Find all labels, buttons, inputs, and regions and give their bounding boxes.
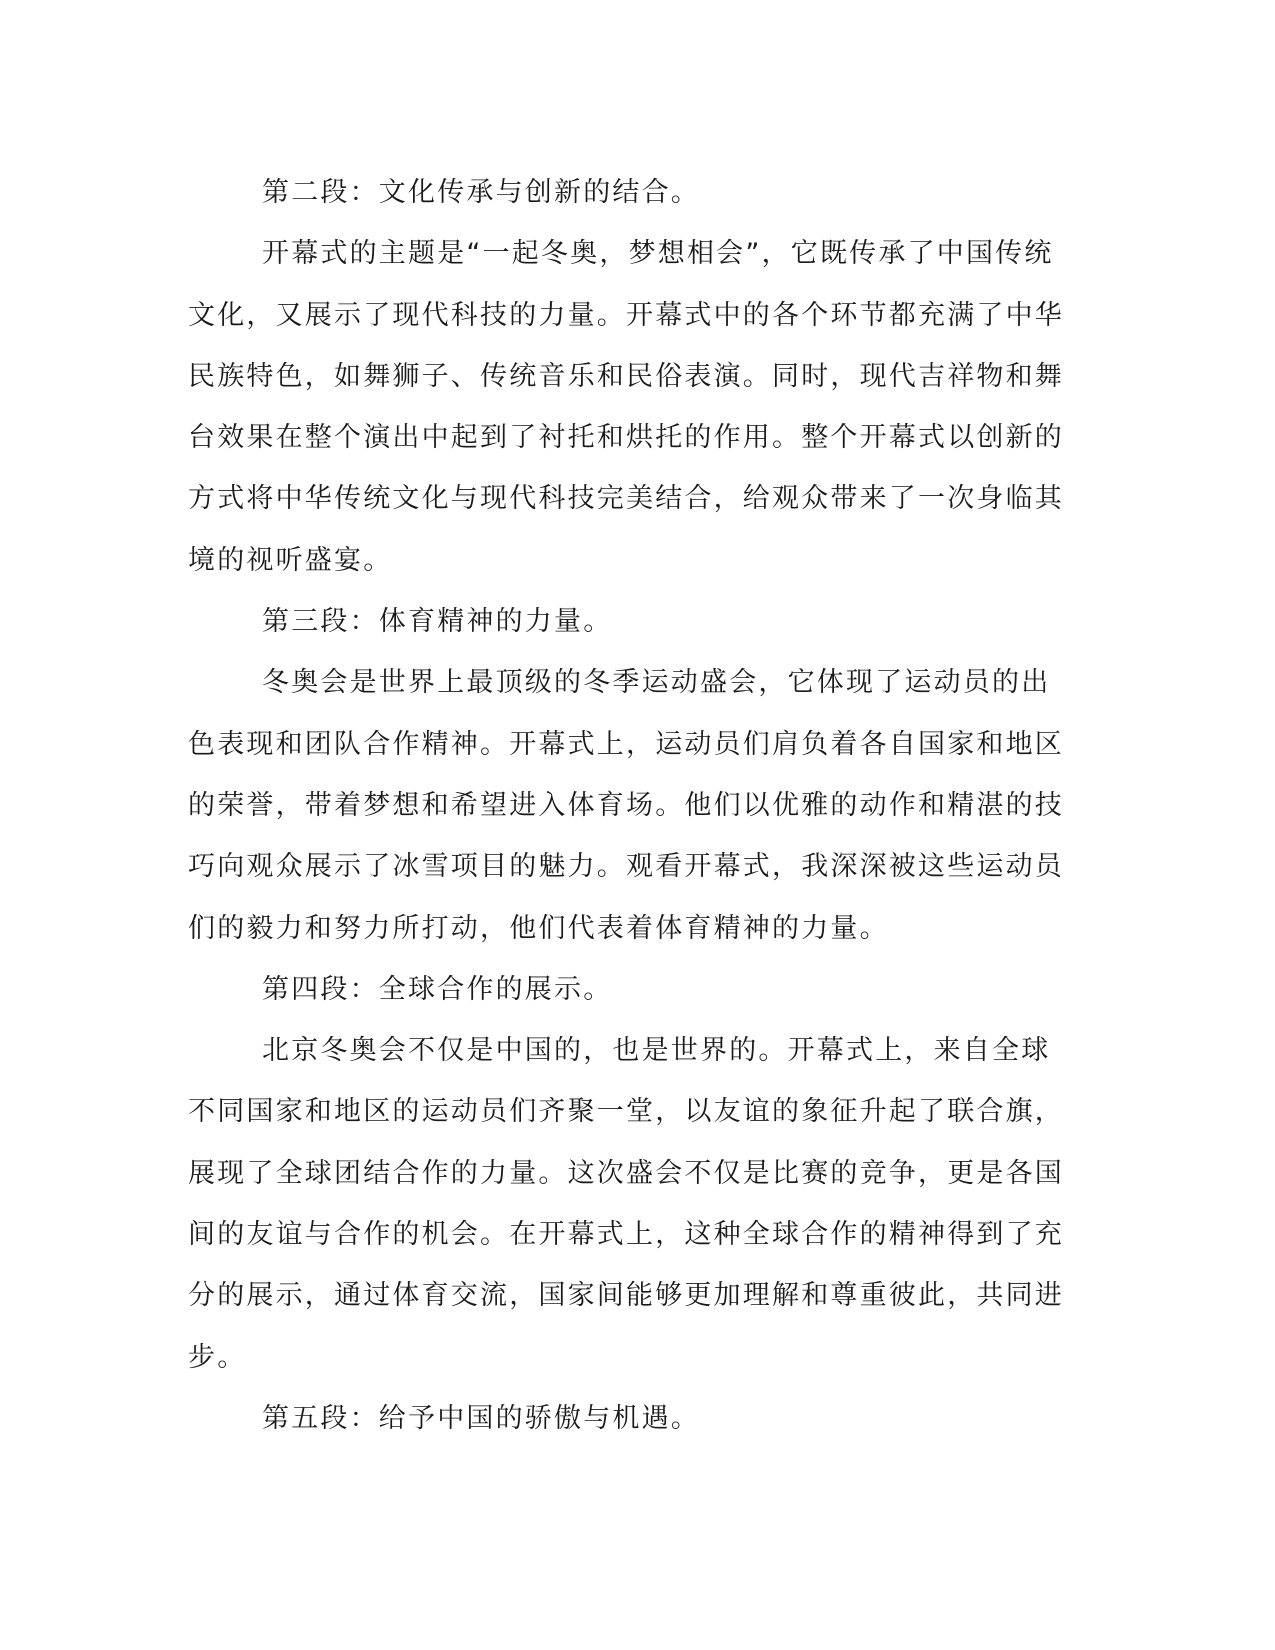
document-body: [188, 162, 1078, 1449]
section-heading-4: 第四段：全球合作的展示。: [262, 973, 613, 1005]
section-paragraph-4: 北京冬奥会不仅是中国的，也是世界的。开幕式上，来自全球不同国家和地区的运动员们齐聚一堂，以友谊的象征升起了联合旗，展现了全球团结合作的力量。这次盛会不仅是比赛的竞争，更是各国间的友谊与合作的机会。在开幕式上，这种全球合作的精神得到了充分的展示，通过体育交流，国家间能够更加理解和尊重彼此，共同进步。: [188, 1035, 1064, 1373]
section-paragraph-2: 开幕式的主题是“一起冬奥，梦想相会”，它既传承了中国传统文化，又展示了现代科技的力量。开幕式中的各个环节都充满了中华民族特色，如舞狮子、传统音乐和民俗表演。同时，现代吉祥物和舞台效果在整个演出中起到了衬托和烘托的作用。整个开幕式以创新的方式将中华传统文化与现代科技完美结合，给观众带来了一次身临其境的视听盛宴。: [188, 238, 1064, 576]
section-paragraph-3: 冬奥会是世界上最顶级的冬季运动盛会，它体现了运动员的出色表现和团队合作精神。开幕式上，运动员们肩负着各自国家和地区的荣誉，带着梦想和希望进入体育场。他们以优雅的动作和精湛的技巧向观众展示了冰雪项目的魅力。观看开幕式，我深深被这些运动员们的毅力和努力所打动，他们代表着体育精神的力量。: [188, 667, 1064, 944]
section-heading-5: 第五段：给予中国的骄傲与机遇。: [262, 1402, 700, 1434]
section-heading-3: 第三段：体育精神的力量。: [262, 606, 613, 638]
section-heading-2: 第二段：文化传承与创新的结合。: [262, 177, 700, 208]
